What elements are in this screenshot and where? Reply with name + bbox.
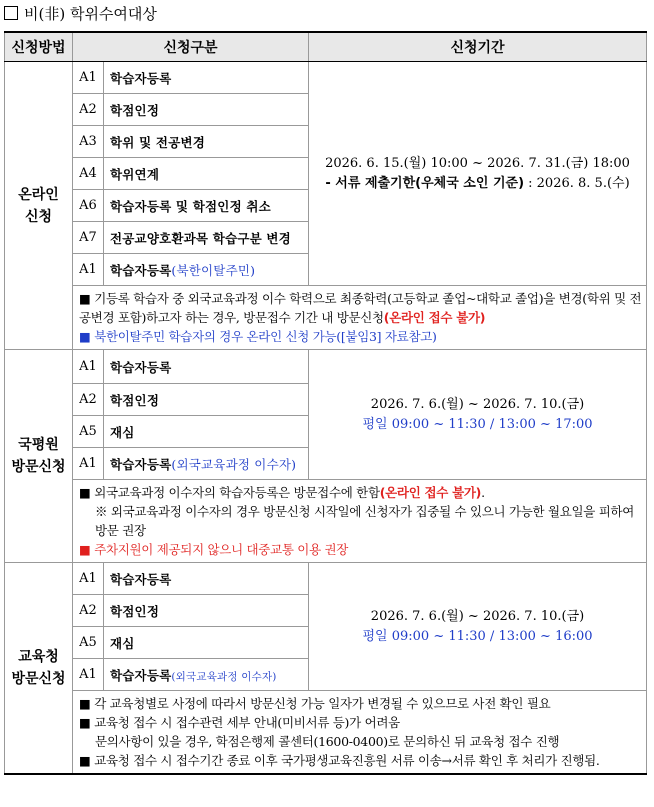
note-item: ■ 외국교육과정 이수자의 학습자등록은 방문접수에 한함(온라인 접수 불가).	[79, 485, 485, 500]
checkbox-square-icon	[4, 6, 18, 20]
period-edu-office-visit	[309, 563, 647, 691]
table-row	[5, 563, 647, 595]
table-row	[5, 62, 647, 94]
method-online: 온라인 신청	[5, 62, 73, 350]
item-code: A7	[73, 222, 104, 254]
note-item: ■ 교육청 접수 시 접수관련 세부 안내(미비서류 등)가 어려움	[79, 715, 400, 730]
note-item: 문의사항이 있을 경우, 학점은행제 콜센터(1600-0400)로 문의하신 뒤 교육청 접수 진행	[95, 734, 560, 749]
method-edu-office-visit: 교육청 방문신청	[5, 563, 73, 775]
item-code: A1	[73, 448, 104, 480]
period-date-range: 2026. 7. 6.(월) ~ 2026. 7. 10.(금)	[370, 396, 585, 412]
section-heading	[4, 2, 157, 26]
item-label: 재심	[104, 627, 309, 659]
item-code: A2	[73, 595, 104, 627]
notes-row	[5, 691, 647, 775]
period-hours: 평일 09:00 ~ 11:30 / 13:00 ~ 17:00	[362, 416, 593, 432]
item-code: A1	[73, 350, 104, 384]
period-deadline: - 서류 제출기한(우체국 소인 기준) : 2026. 8. 5.(수)	[325, 175, 630, 191]
item-label: 학위연계	[104, 158, 309, 190]
item-code: A5	[73, 627, 104, 659]
item-code: A5	[73, 416, 104, 448]
notes-nile-visit	[73, 480, 647, 563]
header-method: 신청방법	[5, 32, 73, 62]
notes-row	[5, 480, 647, 563]
period-hours: 평일 09:00 ~ 11:30 / 13:00 ~ 16:00	[362, 628, 593, 644]
note-item: ■ 북한이탈주민 학습자의 경우 온라인 신청 가능([붙임3] 자료참고)	[79, 329, 437, 344]
note-item: ■ 기등록 학습자 중 외국교육과정 이수 학력으로 최종학력(고등학교 졸업~대학교 졸업)을 변경(학위 및 전공변경 포함)하고자 하는 경우, 방문접수 기간 내 방문신청(온라인 접수 불가)	[79, 291, 642, 325]
item-code: A1	[73, 254, 104, 286]
note-item: ■ 교육청 접수 시 접수기간 종료 이후 국가평생교육진흥원 서류 이송→서류 확인 후 처리가 진행됨.	[79, 753, 600, 768]
item-label: 학습자등록	[104, 563, 309, 595]
method-nile-visit: 국평원 방문신청	[5, 350, 73, 563]
heading-text: 비(非) 학위수여대상	[24, 5, 157, 23]
note-item: ■ 각 교육청별로 사정에 따라서 방문신청 가능 일자가 변경될 수 있으므로 사전 확인 필요	[79, 696, 551, 711]
item-label: 학습자등록	[104, 62, 309, 94]
header-period: 신청기간	[309, 32, 647, 62]
item-label: 학습자등록(북한이탈주민)	[104, 254, 309, 286]
item-label: 학습자등록	[104, 350, 309, 384]
item-code: A2	[73, 94, 104, 126]
header-category: 신청구분	[73, 32, 309, 62]
item-code: A1	[73, 62, 104, 94]
table-row	[5, 350, 647, 384]
period-date-range: 2026. 6. 15.(월) 10:00 ~ 2026. 7. 31.(금) 18:00	[325, 155, 630, 171]
item-label: 학점인정	[104, 384, 309, 416]
period-date-range: 2026. 7. 6.(월) ~ 2026. 7. 10.(금)	[370, 608, 585, 624]
note-item: ■ 주차지원이 제공되지 않으니 대중교통 이용 권장	[79, 542, 349, 557]
application-schedule-table	[4, 31, 647, 775]
item-code: A6	[73, 190, 104, 222]
note-item: ※ 외국교육과정 이수자의 경우 방문신청 시작일에 신청자가 집중될 수 있으니 가능한 월요일을 피하여 방문 권장	[95, 504, 635, 538]
notes-edu-office-visit	[73, 691, 647, 775]
item-code: A4	[73, 158, 104, 190]
item-label: 학위 및 전공변경	[104, 126, 309, 158]
item-label: 전공교양호환과목 학습구분 변경	[104, 222, 309, 254]
notes-online	[73, 286, 647, 350]
item-code: A1	[73, 563, 104, 595]
period-nile-visit	[309, 350, 647, 480]
item-label: 학점인정	[104, 595, 309, 627]
period-online	[309, 62, 647, 286]
item-code: A2	[73, 384, 104, 416]
item-code: A3	[73, 126, 104, 158]
item-label: 학습자등록 및 학점인정 취소	[104, 190, 309, 222]
item-label: 학점인정	[104, 94, 309, 126]
notes-row	[5, 286, 647, 350]
item-label: 재심	[104, 416, 309, 448]
item-label: 학습자등록(외국교육과정 이수자)	[104, 659, 309, 691]
item-label: 학습자등록(외국교육과정 이수자)	[104, 448, 309, 480]
header-row	[5, 32, 647, 62]
item-code: A1	[73, 659, 104, 691]
